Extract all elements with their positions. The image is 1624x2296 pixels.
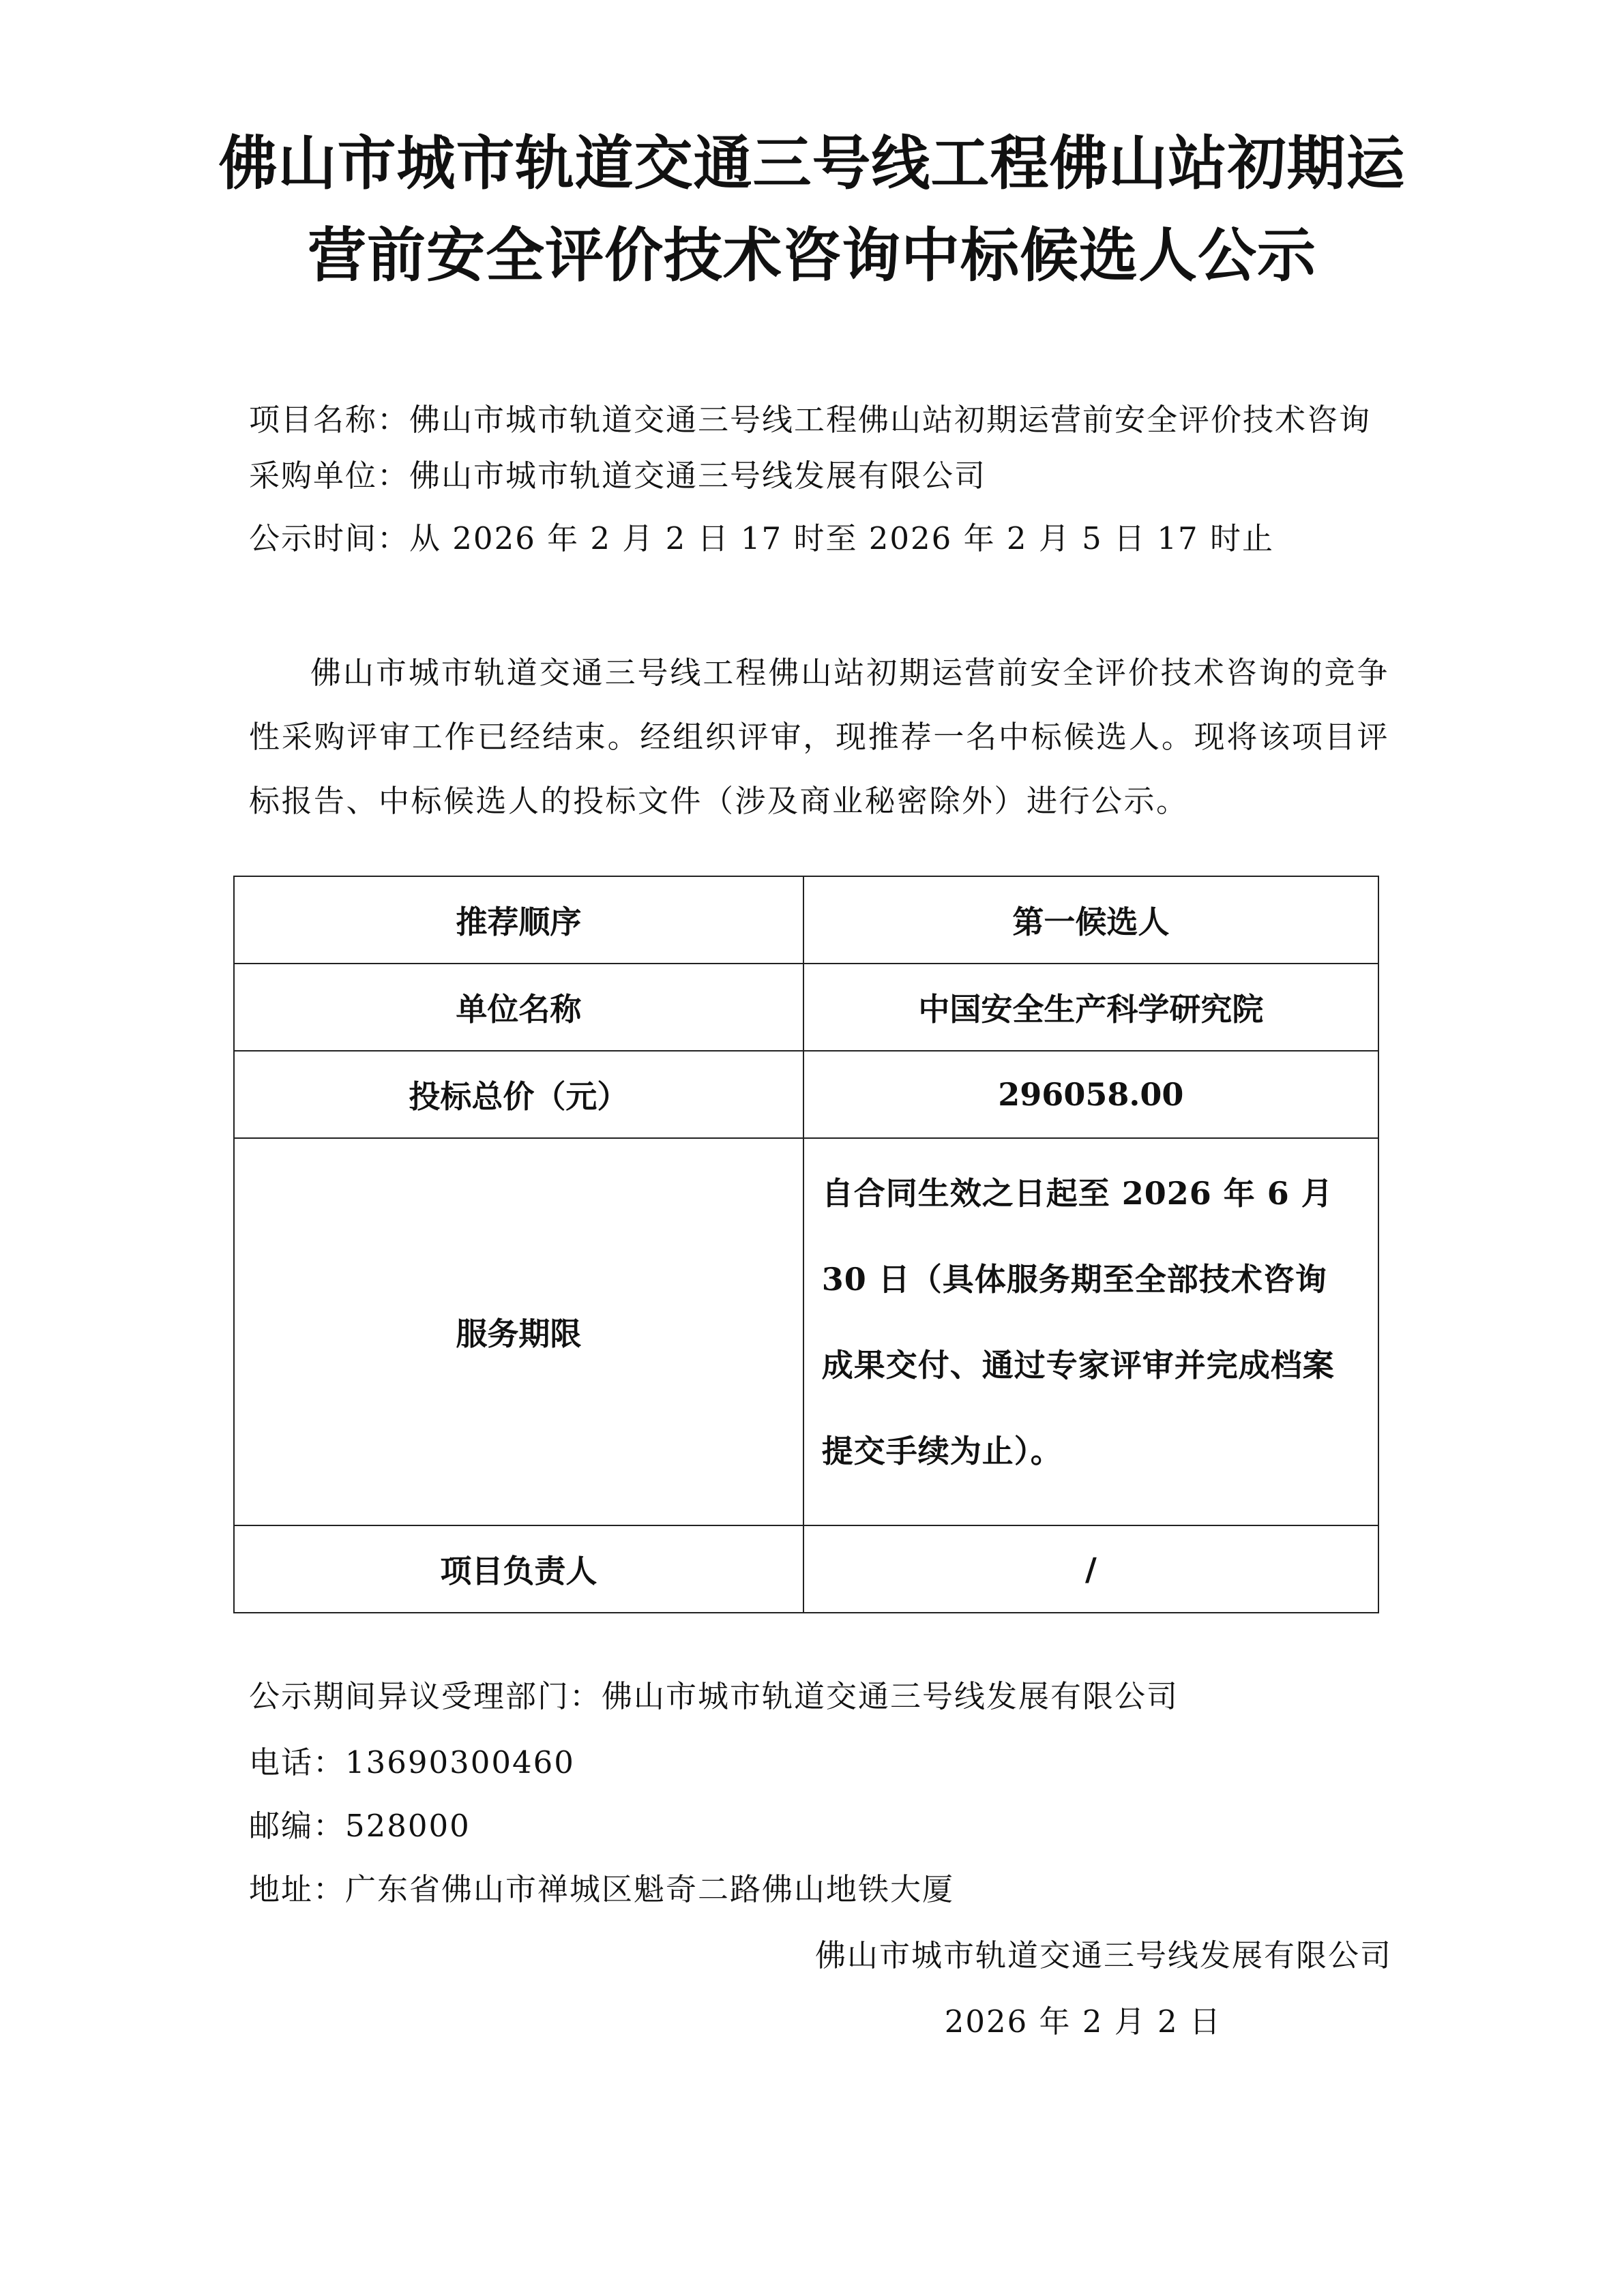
row-value-period: 自合同生效之日起至 2026 年 6 月 30 日（具体服务期至全部技术咨询成果交付、通过专家评审并完成档案提交手续为止）。 xyxy=(821,1175,1335,1470)
table-row xyxy=(234,876,1378,964)
page-title-line-2: 营前安全评价技术咨询中标候选人公示 xyxy=(308,221,1316,290)
publicity-time: 公示时间：从 2026 年 2 月 2 日 17 时至 2026 年 2 月 5 日 17 时止 xyxy=(249,520,1274,556)
row-key-rank: 推荐顺序 xyxy=(234,876,803,964)
row-value-company: 中国安全生产科学研究院 xyxy=(803,964,1378,1051)
contact-postcode: 邮编：528000 xyxy=(249,1808,471,1844)
table-row xyxy=(234,1138,1378,1525)
table-row xyxy=(234,1051,1378,1138)
signature-date: 2026 年 2 月 2 日 xyxy=(944,2003,1222,2040)
contact-address: 地址：广东省佛山市禅城区魁奇二路佛山地铁大厦 xyxy=(249,1871,955,1907)
row-key-price: 投标总价（元） xyxy=(234,1051,803,1138)
row-key-leader: 项目负责人 xyxy=(234,1525,803,1613)
row-value-period-cell xyxy=(803,1138,1378,1525)
project-name: 项目名称：佛山市城市轨道交通三号线工程佛山站初期运营前安全评价技术咨询 xyxy=(249,402,1372,438)
row-key-company: 单位名称 xyxy=(234,964,803,1051)
objection-dept: 公示期间异议受理部门：佛山市城市轨道交通三号线发展有限公司 xyxy=(249,1678,1179,1714)
row-value-rank: 第一候选人 xyxy=(803,876,1378,964)
row-value-price: 296058.00 xyxy=(803,1051,1378,1138)
table-row xyxy=(234,964,1378,1051)
row-key-period: 服务期限 xyxy=(234,1138,803,1525)
row-value-leader: / xyxy=(803,1525,1378,1613)
candidate-table xyxy=(233,876,1379,1613)
signature-company: 佛山市城市轨道交通三号线发展有限公司 xyxy=(814,1937,1392,1973)
contact-phone: 电话：13690300460 xyxy=(249,1744,575,1780)
page-title-line-1: 佛山市城市轨道交通三号线工程佛山站初期运 xyxy=(218,129,1406,198)
purchaser: 采购单位：佛山市城市轨道交通三号线发展有限公司 xyxy=(249,458,987,494)
intro-paragraph: 佛山市城市轨道交通三号线工程佛山站初期运营前安全评价技术咨询的竞争性采购评审工作已经结束。经组织评审，现推荐一名中标候选人。现将该项目评标报告、中标候选人的投标文件（涉及商业秘密除外）进行公示。 xyxy=(249,655,1389,819)
table-row xyxy=(234,1525,1378,1613)
